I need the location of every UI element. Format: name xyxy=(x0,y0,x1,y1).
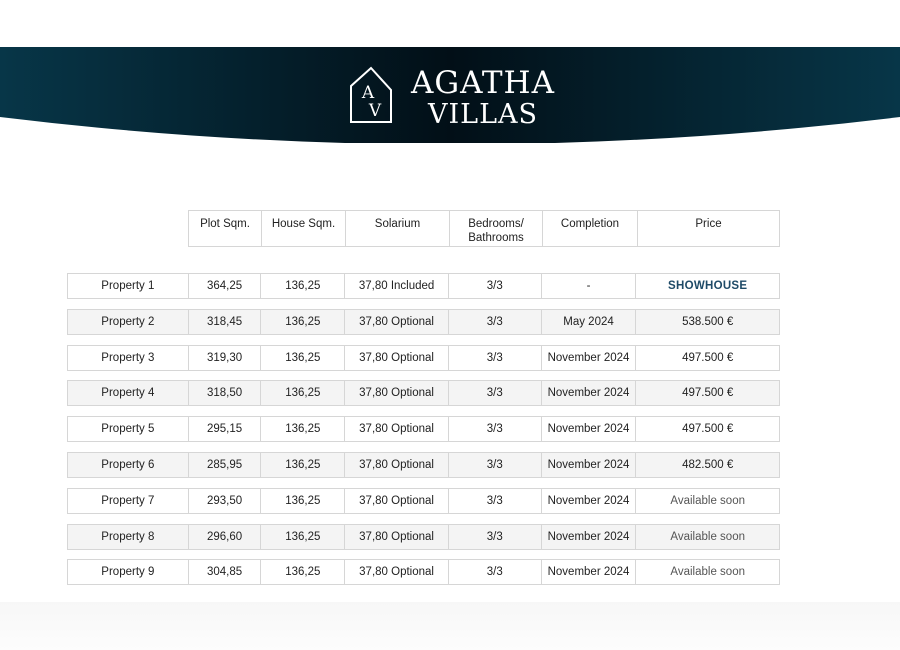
table-row xyxy=(67,488,780,514)
solarium: 37,80 Optional xyxy=(345,381,449,405)
monogram-a: A xyxy=(361,83,375,103)
table-row xyxy=(67,345,780,371)
price: Available soon xyxy=(670,530,745,543)
solarium: 37,80 Optional xyxy=(345,417,449,441)
property-name: Property 1 xyxy=(68,274,189,298)
price: 538.500 € xyxy=(682,315,734,328)
header-plot: Plot Sqm. xyxy=(189,211,262,246)
bedrooms-bathrooms: 3/3 xyxy=(449,274,542,298)
plot-sqm: 293,50 xyxy=(189,489,262,513)
table-row xyxy=(67,524,780,550)
table-row xyxy=(67,309,780,335)
table-row xyxy=(67,416,780,442)
property-table xyxy=(67,273,780,595)
bedrooms-bathrooms: 3/3 xyxy=(449,346,542,370)
price: 497.500 € xyxy=(682,387,734,400)
bedrooms-bathrooms: 3/3 xyxy=(449,453,542,477)
house-sqm: 136,25 xyxy=(261,310,345,334)
bedrooms-bathrooms: 3/3 xyxy=(449,381,542,405)
plot-sqm: 296,60 xyxy=(189,525,262,549)
property-name: Property 9 xyxy=(68,560,189,584)
footer-fade xyxy=(0,602,900,650)
brand-name-line1: AGATHA xyxy=(411,65,555,101)
bedrooms-bathrooms: 3/3 xyxy=(449,560,542,584)
completion: November 2024 xyxy=(542,525,637,549)
solarium: 37,80 Optional xyxy=(345,489,449,513)
header-completion: Completion xyxy=(543,211,638,246)
brand-logo xyxy=(348,65,558,130)
bedrooms-bathrooms: 3/3 xyxy=(449,310,542,334)
completion: - xyxy=(542,274,637,298)
property-name: Property 4 xyxy=(68,381,189,405)
house-icon xyxy=(348,66,394,124)
completion: November 2024 xyxy=(542,489,637,513)
property-name: Property 8 xyxy=(68,525,189,549)
price: 482.500 € xyxy=(682,458,734,471)
price: Available soon xyxy=(670,566,745,579)
house-sqm: 136,25 xyxy=(261,525,345,549)
price: SHOWHOUSE xyxy=(668,280,748,292)
plot-sqm: 319,30 xyxy=(189,346,262,370)
plot-sqm: 304,85 xyxy=(189,560,262,584)
table-row xyxy=(67,559,780,585)
house-sqm: 136,25 xyxy=(261,346,345,370)
monogram-v: V xyxy=(368,101,382,121)
house-sqm: 136,25 xyxy=(261,453,345,477)
completion: November 2024 xyxy=(542,560,637,584)
table-row xyxy=(67,452,780,478)
house-sqm: 136,25 xyxy=(261,560,345,584)
solarium: 37,80 Optional xyxy=(345,346,449,370)
plot-sqm: 318,45 xyxy=(189,310,262,334)
house-sqm: 136,25 xyxy=(261,274,345,298)
solarium: 37,80 Optional xyxy=(345,310,449,334)
property-name: Property 6 xyxy=(68,453,189,477)
price: Available soon xyxy=(670,494,745,507)
table-row xyxy=(67,273,780,299)
completion: May 2024 xyxy=(542,310,637,334)
plot-sqm: 285,95 xyxy=(189,453,262,477)
bedrooms-bathrooms: 3/3 xyxy=(449,489,542,513)
header-solarium: Solarium xyxy=(346,211,450,246)
completion: November 2024 xyxy=(542,346,637,370)
house-sqm: 136,25 xyxy=(261,417,345,441)
header-house: House Sqm. xyxy=(262,211,346,246)
price: 497.500 € xyxy=(682,351,734,364)
header-bedrooms-line1: Bedrooms/ xyxy=(468,218,524,230)
house-sqm: 136,25 xyxy=(261,489,345,513)
header-bedrooms xyxy=(450,211,543,246)
property-name: Property 2 xyxy=(68,310,189,334)
completion: November 2024 xyxy=(542,453,637,477)
property-name: Property 3 xyxy=(68,346,189,370)
property-name: Property 7 xyxy=(68,489,189,513)
plot-sqm: 295,15 xyxy=(189,417,262,441)
header-bedrooms-line2: Bathrooms xyxy=(468,232,524,244)
table-row xyxy=(67,380,780,406)
header-price: Price xyxy=(695,218,722,230)
solarium: 37,80 Included xyxy=(345,274,449,298)
bedrooms-bathrooms: 3/3 xyxy=(449,525,542,549)
brand-name xyxy=(408,65,558,130)
bedrooms-bathrooms: 3/3 xyxy=(449,417,542,441)
house-sqm: 136,25 xyxy=(261,381,345,405)
table-header xyxy=(188,210,780,247)
property-name: Property 5 xyxy=(68,417,189,441)
solarium: 37,80 Optional xyxy=(345,453,449,477)
price: 497.500 € xyxy=(682,423,734,436)
solarium: 37,80 Optional xyxy=(345,525,449,549)
solarium: 37,80 Optional xyxy=(345,560,449,584)
brand-name-line2: VILLAS xyxy=(427,99,539,130)
completion: November 2024 xyxy=(542,381,637,405)
completion: November 2024 xyxy=(542,417,637,441)
plot-sqm: 364,25 xyxy=(189,274,262,298)
plot-sqm: 318,50 xyxy=(189,381,262,405)
